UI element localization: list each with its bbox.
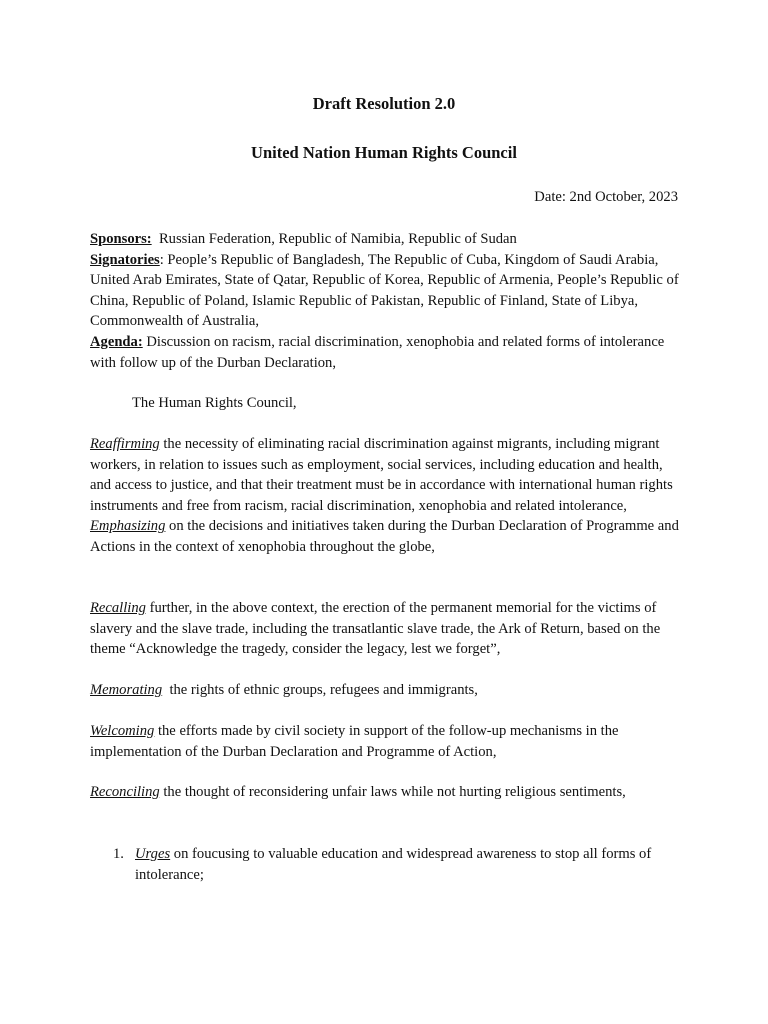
preamble-clause xyxy=(90,782,680,803)
operative-text: on foucusing to valuable education and widespread awareness to stop all forms of intolerance; xyxy=(135,846,652,883)
preamble-verb: Recalling xyxy=(90,600,146,616)
clause-number: 1. xyxy=(113,846,124,862)
signatories-text: : People’s Republic of Bangladesh, The Republic of Cuba, Kingdom of Saudi Arabia, United Arab Emirates, State of Qatar, Republic of Korea, Republic of Armenia, People’s Republic of China, Republic of Poland, Islamic Republic of Pakistan, Republic of Finland, State of Libya, Commonwealth of Australia, xyxy=(90,251,679,330)
preamble-verb: Reconciling xyxy=(90,784,160,800)
preamble-clause xyxy=(90,680,680,701)
agenda-label: Agenda: xyxy=(90,333,143,350)
preamble-text: further, in the above context, the erection of the permanent memorial for the victims of slavery and the slave trade, including the transatlantic slave trade, the Ark of Return, based on the theme “Acknowledge the tragedy, consider the legacy, lest we forget”, xyxy=(90,600,661,658)
agenda-text: Discussion on racism, racial discrimination, xenophobia and related forms of intolerance with follow up of the Durban Declaration, xyxy=(90,333,665,371)
preamble-verb: Memorating xyxy=(90,682,163,698)
opening-line: The Human Rights Council, xyxy=(132,395,297,411)
council-heading: United Nation Human Rights Council xyxy=(251,143,517,162)
preamble-clause xyxy=(90,434,680,558)
document-title: Draft Resolution 2.0 xyxy=(312,94,456,113)
sponsors-text: Russian Federation, Republic of Namibia, Republic of Sudan xyxy=(151,231,517,247)
preamble-text: the thought of reconsidering unfair laws while not hurting religious sentiments, xyxy=(159,784,626,800)
preamble-text: the efforts made by civil society in support of the follow-up mechanisms in the implementation of the Durban Declaration and Programme of Action, xyxy=(90,723,619,760)
preamble-verb: Welcoming xyxy=(90,723,155,739)
preamble-verb: Reaffirming xyxy=(90,436,160,452)
document-date: Date: 2nd October, 2023 xyxy=(534,189,678,205)
preamble-text: the necessity of eliminating racial discrimination against migrants, including migrant workers, in relation to issues such as employment, social services, including education and health, and access to justice, and that their treatment must be in accordance with international human rights instruments and free from racism, racial discrimination, xenophobia and related intolerance, xyxy=(90,436,673,514)
preamble-verb: Emphasizing xyxy=(90,518,166,535)
preamble-text: the rights of ethnic groups, refugees and immigrants, xyxy=(162,682,478,698)
preamble-text: on the decisions and initiatives taken during the Durban Declaration of Programme and Actions in the context of xenophobia throughout the globe, xyxy=(90,518,679,555)
signatories-label: Signatories xyxy=(90,251,160,268)
clause-body xyxy=(135,844,680,885)
preamble-clause xyxy=(90,598,680,660)
sponsors-block xyxy=(90,229,680,373)
preamble-clause xyxy=(90,721,680,762)
operative-verb: Urges xyxy=(135,846,171,862)
sponsors-label: Sponsors: xyxy=(90,231,152,247)
